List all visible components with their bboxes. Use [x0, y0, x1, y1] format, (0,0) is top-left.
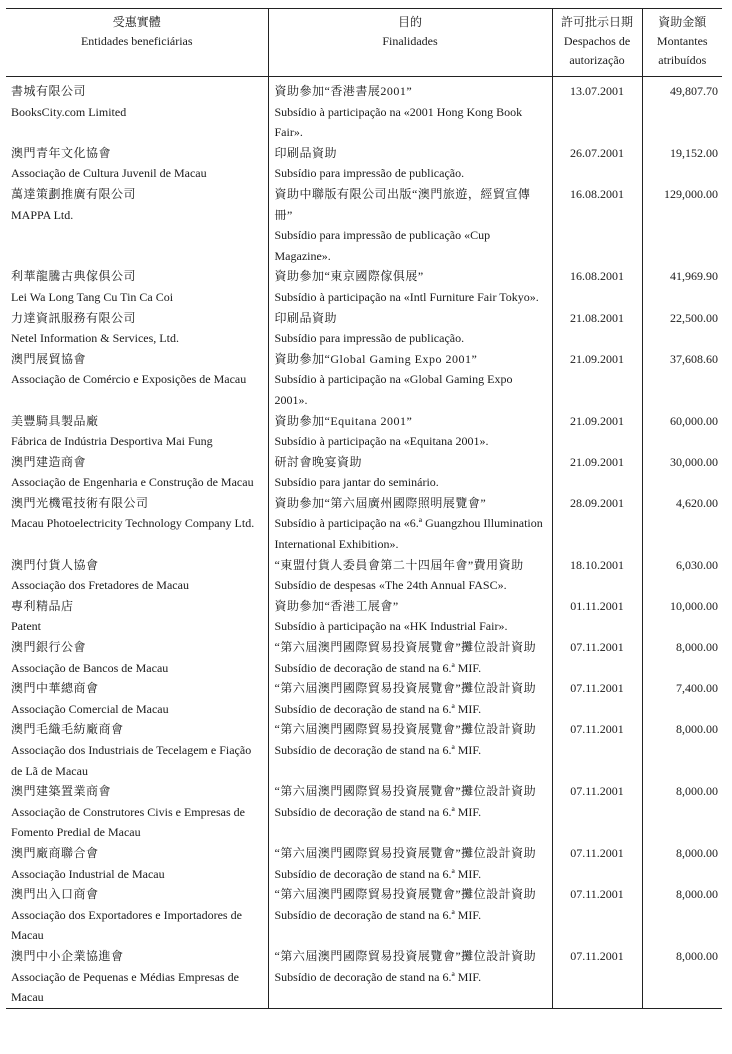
amount: 22,500.00 — [642, 308, 722, 349]
header-purposes-pt: Finalidades — [382, 34, 438, 48]
entity-cell — [6, 555, 268, 596]
amount: 8,000.00 — [642, 637, 722, 678]
dispatch-date: 07.11.2001 — [552, 781, 642, 843]
entity-name-zh: 澳門中華總商會 — [11, 681, 99, 696]
entity-name-zh: 書城有限公司 — [11, 84, 87, 98]
table-row — [6, 884, 722, 946]
entity-name-pt: Associação de Construtores Civis e Empresas de Fomento Predial de Macau — [11, 804, 245, 840]
dispatch-date: 28.09.2001 — [552, 493, 642, 555]
entity-name-pt: Associação dos Fretadores de Macau — [11, 578, 189, 593]
purpose-cell — [268, 81, 552, 143]
purpose-zh: “第六屆澳門國際貿易投資展覽會”攤位設計資助 — [274, 722, 537, 737]
header-dispatch-date — [552, 9, 642, 77]
purpose-zh: 印刷品資助 — [274, 145, 338, 160]
subsidy-table-page — [6, 8, 722, 1009]
entity-name-zh: 澳門毛織毛紡廠商會 — [11, 722, 124, 737]
purpose-pt: Subsídio de decoração de stand na 6.ª MIF. — [274, 907, 482, 922]
amount: 4,620.00 — [642, 493, 722, 555]
entity-cell — [6, 946, 268, 1008]
entity-name-pt: Fábrica de Indústria Desportiva Mai Fung — [11, 434, 213, 449]
entity-name-zh: 澳門付貨人協會 — [11, 557, 99, 572]
entity-name-zh: 澳門光機電技術有限公司 — [11, 495, 149, 510]
purpose-zh: “東盟付貨人委員會第二十四屆年會”費用資助 — [274, 557, 524, 572]
entity-cell — [6, 637, 268, 678]
entity-cell — [6, 266, 268, 307]
purpose-zh: 研討會晚宴資助 — [274, 454, 363, 469]
amount: 41,969.90 — [642, 266, 722, 307]
header-dispatch-date-zh: 許可批示日期 — [560, 15, 633, 29]
entity-name-pt: Macau Photoelectricity Technology Company Ltd. — [11, 516, 255, 531]
purpose-cell — [268, 452, 552, 493]
table-row — [6, 81, 722, 143]
dispatch-date: 18.10.2001 — [552, 555, 642, 596]
purpose-cell — [268, 637, 552, 678]
table-row — [6, 493, 722, 555]
purpose-pt: Subsídio para impressão de publicação «Cup Magazine». — [274, 228, 491, 263]
purpose-zh: 資助參加“香港工展會” — [274, 598, 399, 613]
entity-name-zh: 澳門廠商聯合會 — [11, 845, 99, 860]
purpose-cell — [268, 493, 552, 555]
purpose-cell — [268, 678, 552, 719]
entity-name-pt: Patent — [11, 619, 41, 634]
table-body — [6, 77, 722, 1009]
dispatch-date: 21.09.2001 — [552, 349, 642, 411]
entity-cell — [6, 884, 268, 946]
entity-name-zh: 澳門展貿協會 — [11, 351, 87, 366]
table-row — [6, 678, 722, 719]
table-row — [6, 637, 722, 678]
entity-cell — [6, 493, 268, 555]
amount: 8,000.00 — [642, 946, 722, 1008]
entity-name-zh: 澳門銀行公會 — [11, 640, 87, 655]
amount: 8,000.00 — [642, 884, 722, 946]
table-row — [6, 184, 722, 266]
entity-cell — [6, 143, 268, 184]
purpose-zh: “第六屆澳門國際貿易投資展覽會”攤位設計資助 — [274, 640, 537, 655]
header-beneficiaries-zh: 受惠實體 — [112, 15, 161, 29]
purpose-zh: 資助中聯版有限公司出版“澳門旅遊，經貿宣傳冊” — [274, 186, 531, 222]
header-dispatch-date-pt1: Despachos de — [563, 34, 631, 48]
amount: 19,152.00 — [642, 143, 722, 184]
purpose-cell — [268, 596, 552, 637]
purpose-cell — [268, 411, 552, 452]
entity-name-zh: 澳門建造商會 — [11, 454, 87, 469]
purpose-cell — [268, 946, 552, 1008]
header-amount-zh: 資助金額 — [658, 15, 707, 29]
table-row — [6, 349, 722, 411]
entity-name-zh: 澳門出入口商會 — [11, 887, 99, 902]
header-dispatch-date-pt2: autorização — [569, 53, 625, 67]
dispatch-date: 07.11.2001 — [552, 719, 642, 781]
purpose-zh: 資助參加“東京國際傢俱展” — [274, 269, 424, 284]
purpose-pt: Subsídio para impressão de publicação. — [274, 331, 465, 346]
entity-name-zh: 澳門中小企業協進會 — [11, 948, 124, 963]
amount: 30,000.00 — [642, 452, 722, 493]
dispatch-date: 16.08.2001 — [552, 266, 642, 307]
purpose-cell — [268, 781, 552, 843]
dispatch-date: 07.11.2001 — [552, 637, 642, 678]
purpose-zh: “第六屆澳門國際貿易投資展覽會”攤位設計資助 — [274, 948, 537, 963]
header-purposes — [268, 9, 552, 77]
purpose-pt: Subsídio à participação na «HK Industrial Fair». — [274, 619, 508, 634]
entity-cell — [6, 349, 268, 411]
entity-name-pt: Associação de Engenharia e Construção de Macau — [11, 475, 254, 490]
entity-cell — [6, 411, 268, 452]
table-row — [6, 843, 722, 884]
dispatch-date: 01.11.2001 — [552, 596, 642, 637]
entity-name-pt: Associação de Pequenas e Médias Empresas de Macau — [11, 969, 239, 1005]
table-row — [6, 781, 722, 843]
amount: 49,807.70 — [642, 81, 722, 143]
entity-name-pt: Associação dos Exportadores e Importadores de Macau — [11, 907, 242, 943]
subsidy-table — [6, 8, 722, 1009]
table-header — [6, 9, 722, 77]
dispatch-date: 26.07.2001 — [552, 143, 642, 184]
purpose-cell — [268, 349, 552, 411]
entity-name-pt: Associação de Comércio e Exposições de Macau — [11, 372, 247, 387]
dispatch-date: 07.11.2001 — [552, 884, 642, 946]
purpose-pt: Subsídio para impressão de publicação. — [274, 166, 465, 181]
entity-name-zh: 萬達策劃推廣有限公司 — [11, 186, 137, 201]
table-row — [6, 143, 722, 184]
table-row — [6, 411, 722, 452]
entity-name-pt: Lei Wa Long Tang Cu Tin Ca Coi — [11, 289, 174, 304]
entity-cell — [6, 781, 268, 843]
table-row — [6, 596, 722, 637]
amount: 37,608.60 — [642, 349, 722, 411]
purpose-pt: Subsídio à participação na «2001 Hong Kong Book Fair». — [274, 104, 523, 140]
purpose-zh: 資助參加“第六屆廣州國際照明展覽會” — [274, 495, 487, 510]
dispatch-date: 07.11.2001 — [552, 843, 642, 884]
entity-cell — [6, 678, 268, 719]
dispatch-date: 21.08.2001 — [552, 308, 642, 349]
purpose-zh: “第六屆澳門國際貿易投資展覽會”攤位設計資助 — [274, 887, 537, 902]
purpose-pt: Subsídio de decoração de stand na 6.ª MIF. — [274, 969, 482, 984]
entity-name-pt: Associação Comercial de Macau — [11, 701, 169, 716]
header-purposes-zh: 目的 — [397, 15, 422, 29]
purpose-pt: Subsídio de decoração de stand na 6.ª MIF. — [274, 701, 482, 716]
entity-cell — [6, 843, 268, 884]
entity-cell — [6, 452, 268, 493]
amount: 8,000.00 — [642, 781, 722, 843]
purpose-cell — [268, 308, 552, 349]
entity-name-pt: Netel Information & Services, Ltd. — [11, 331, 179, 346]
purpose-pt: Subsídio de decoração de stand na 6.ª MIF. — [274, 866, 482, 881]
purpose-pt: Subsídio de despesas «The 24th Annual FASC». — [274, 578, 507, 593]
purpose-cell — [268, 143, 552, 184]
table-row — [6, 308, 722, 349]
purpose-pt: Subsídio para jantar do seminário. — [274, 475, 439, 490]
purpose-pt: Subsídio à participação na «Intl Furniture Fair Tokyo». — [274, 289, 539, 304]
entity-cell — [6, 308, 268, 349]
entity-name-zh: 利華龍騰古典傢俱公司 — [11, 269, 137, 284]
entity-name-pt: Associação Industrial de Macau — [11, 866, 165, 881]
purpose-zh: 資助參加“香港書展2001” — [274, 84, 413, 98]
header-row — [6, 9, 722, 77]
header-beneficiaries-pt: Entidades beneficiárias — [80, 34, 193, 48]
entity-name-zh: 澳門建築置業商會 — [11, 784, 112, 799]
purpose-zh: 資助參加“Global Gaming Expo 2001” — [274, 351, 478, 366]
amount: 129,000.00 — [642, 184, 722, 266]
entity-name-zh: 澳門青年文化協會 — [11, 145, 112, 160]
purpose-zh: “第六屆澳門國際貿易投資展覽會”攤位設計資助 — [274, 681, 537, 696]
dispatch-date: 16.08.2001 — [552, 184, 642, 266]
amount: 8,000.00 — [642, 719, 722, 781]
dispatch-date: 07.11.2001 — [552, 946, 642, 1008]
entity-cell — [6, 81, 268, 143]
header-beneficiaries — [6, 9, 268, 77]
table-row — [6, 719, 722, 781]
purpose-pt: Subsídio de decoração de stand na 6.ª MIF. — [274, 804, 482, 819]
amount: 6,030.00 — [642, 555, 722, 596]
purpose-pt: Subsídio de decoração de stand na 6.ª MIF. — [274, 743, 482, 757]
dispatch-date: 21.09.2001 — [552, 452, 642, 493]
amount: 7,400.00 — [642, 678, 722, 719]
entity-name-zh: 力達資訊服務有限公司 — [11, 310, 137, 325]
purpose-pt: Subsídio à participação na «6.ª Guangzhou Illumination International Exhibition». — [274, 516, 543, 552]
amount: 10,000.00 — [642, 596, 722, 637]
purpose-cell — [268, 884, 552, 946]
entity-name-pt: Associação dos Industriais de Tecelagem e Fiação de Lã de Macau — [11, 743, 252, 778]
entity-name-pt: MAPPA Ltd. — [11, 207, 74, 222]
purpose-cell — [268, 266, 552, 307]
entity-name-zh: 專利精品店 — [11, 598, 74, 613]
entity-name-pt: Associação de Cultura Juvenil de Macau — [11, 166, 207, 181]
table-row — [6, 452, 722, 493]
entity-cell — [6, 184, 268, 266]
amount: 60,000.00 — [642, 411, 722, 452]
purpose-zh: “第六屆澳門國際貿易投資展覽會”攤位設計資助 — [274, 784, 537, 799]
dispatch-date: 13.07.2001 — [552, 81, 642, 143]
purpose-pt: Subsídio à participação na «Equitana 2001». — [274, 434, 489, 449]
purpose-zh: “第六屆澳門國際貿易投資展覽會”攤位設計資助 — [274, 845, 537, 860]
purpose-cell — [268, 719, 552, 781]
amount: 8,000.00 — [642, 843, 722, 884]
purpose-pt: Subsídio de decoração de stand na 6.ª MIF. — [274, 660, 482, 675]
entity-name-pt: BooksCity.com Limited — [11, 104, 127, 119]
purpose-zh: 資助參加“Equitana 2001” — [274, 413, 413, 428]
table-row — [6, 946, 722, 1008]
purpose-cell — [268, 843, 552, 884]
dispatch-date: 21.09.2001 — [552, 411, 642, 452]
entity-cell — [6, 596, 268, 637]
header-amount — [642, 9, 722, 77]
purpose-zh: 印刷品資助 — [274, 310, 338, 325]
dispatch-date: 07.11.2001 — [552, 678, 642, 719]
table-row — [6, 266, 722, 307]
table-row — [6, 555, 722, 596]
header-amount-pt1: Montantes — [656, 34, 708, 48]
purpose-cell — [268, 184, 552, 266]
header-amount-pt2: atribuídos — [658, 53, 707, 67]
purpose-pt: Subsídio à participação na «Global Gaming Expo 2001». — [274, 372, 513, 407]
entity-cell — [6, 719, 268, 781]
purpose-cell — [268, 555, 552, 596]
entity-name-pt: Associação de Bancos de Macau — [11, 660, 169, 675]
entity-name-zh: 美豐騎具製品廠 — [11, 413, 99, 428]
